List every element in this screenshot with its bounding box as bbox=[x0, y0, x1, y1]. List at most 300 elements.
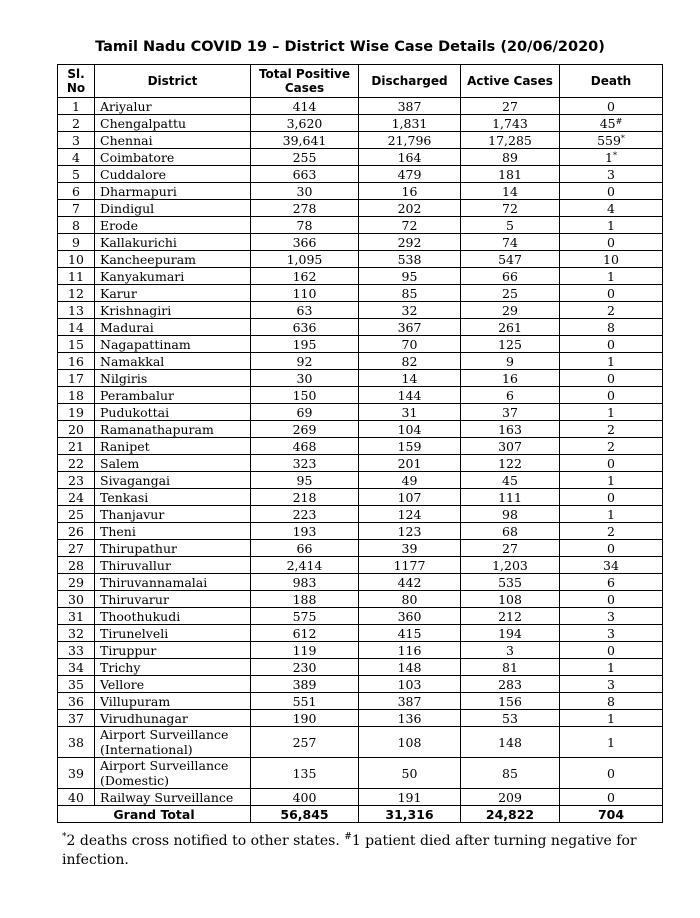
table-row bbox=[58, 200, 663, 217]
cell-sl-no bbox=[58, 727, 95, 758]
grand-total-positive: 56,845 bbox=[251, 806, 359, 823]
cell-discharged-value: 479 bbox=[397, 166, 422, 182]
cell-total-positive-value: 193 bbox=[292, 523, 317, 539]
cell-death-value: 0 bbox=[607, 336, 615, 352]
cell-total-positive bbox=[251, 370, 359, 387]
cell-death-value: 0 bbox=[607, 540, 615, 556]
cell-discharged bbox=[359, 200, 461, 217]
cell-death bbox=[560, 642, 663, 659]
cell-active-value: 108 bbox=[498, 591, 522, 607]
cell-death-value: 0 bbox=[607, 370, 615, 386]
cell-district bbox=[95, 489, 251, 506]
cell-sl-no-value: 20 bbox=[68, 421, 84, 437]
cell-discharged-value: 144 bbox=[397, 387, 422, 403]
cell-district-value: Tiruppur bbox=[100, 642, 157, 658]
cell-sl-no-value: 3 bbox=[72, 132, 80, 148]
cell-death bbox=[560, 693, 663, 710]
cell-district bbox=[95, 608, 251, 625]
cell-sl-no bbox=[58, 693, 95, 710]
cell-sl-no-value: 25 bbox=[68, 506, 84, 522]
cell-discharged bbox=[359, 676, 461, 693]
cell-sl-no bbox=[58, 353, 95, 370]
cell-death bbox=[560, 574, 663, 591]
cell-district bbox=[95, 758, 251, 789]
cell-total-positive bbox=[251, 523, 359, 540]
cell-discharged bbox=[359, 625, 461, 642]
cell-death-value: 1 bbox=[607, 659, 615, 675]
cell-death bbox=[560, 370, 663, 387]
footnote-text-2: 1 patient died after turning negative for infection. bbox=[62, 833, 637, 868]
cell-active bbox=[461, 557, 560, 574]
cell-total-positive bbox=[251, 336, 359, 353]
cell-total-positive bbox=[251, 166, 359, 183]
cell-sl-no-value: 9 bbox=[72, 234, 80, 250]
cell-sl-no-value: 21 bbox=[68, 438, 84, 454]
district-case-table bbox=[57, 64, 663, 823]
cell-death bbox=[560, 608, 663, 625]
cell-discharged-value: 136 bbox=[397, 710, 422, 726]
cell-total-positive-value: 230 bbox=[292, 659, 317, 675]
table-row bbox=[58, 727, 663, 758]
cell-death bbox=[560, 319, 663, 336]
table-row bbox=[58, 336, 663, 353]
cell-total-positive bbox=[251, 319, 359, 336]
cell-discharged-value: 415 bbox=[397, 625, 422, 641]
cell-discharged-value: 164 bbox=[397, 149, 422, 165]
cell-death bbox=[560, 489, 663, 506]
cell-active bbox=[461, 370, 560, 387]
cell-sl-no-value: 24 bbox=[68, 489, 84, 505]
cell-active bbox=[461, 625, 560, 642]
cell-discharged bbox=[359, 659, 461, 676]
cell-total-positive bbox=[251, 98, 359, 115]
cell-death bbox=[560, 727, 663, 758]
cell-death bbox=[560, 115, 663, 132]
cell-active-value: 66 bbox=[502, 268, 518, 284]
header-sl-line2: No bbox=[66, 81, 86, 95]
cell-district bbox=[95, 370, 251, 387]
cell-active bbox=[461, 727, 560, 758]
cell-death-value: 1 bbox=[607, 734, 615, 750]
cell-sl-no-value: 22 bbox=[68, 455, 84, 471]
cell-death-value: 2 bbox=[607, 421, 615, 437]
cell-total-positive bbox=[251, 676, 359, 693]
cell-total-positive bbox=[251, 268, 359, 285]
grand-total-death: 704 bbox=[560, 806, 663, 823]
cell-sl-no-value: 27 bbox=[68, 540, 84, 556]
cell-active bbox=[461, 710, 560, 727]
cell-active bbox=[461, 693, 560, 710]
cell-discharged-value: 21,796 bbox=[387, 132, 432, 148]
cell-active-value: 163 bbox=[498, 421, 522, 437]
cell-death bbox=[560, 200, 663, 217]
cell-district-value: Namakkal bbox=[100, 353, 165, 369]
cell-death bbox=[560, 591, 663, 608]
cell-sl-no bbox=[58, 370, 95, 387]
cell-death bbox=[560, 268, 663, 285]
cell-sl-no-value: 37 bbox=[68, 710, 84, 726]
cell-district-value: Thiruvannamalai bbox=[100, 574, 208, 590]
cell-sl-no-value: 30 bbox=[68, 591, 84, 607]
cell-district-value: Kanyakumari bbox=[100, 268, 185, 284]
cell-total-positive bbox=[251, 217, 359, 234]
cell-death-value: 0 bbox=[607, 285, 615, 301]
cell-death bbox=[560, 217, 663, 234]
cell-discharged bbox=[359, 268, 461, 285]
cell-total-positive-value: 1,095 bbox=[286, 251, 323, 267]
cell-sl-no bbox=[58, 183, 95, 200]
cell-discharged-value: 123 bbox=[397, 523, 422, 539]
cell-discharged bbox=[359, 523, 461, 540]
cell-discharged bbox=[359, 489, 461, 506]
cell-discharged-value: 32 bbox=[401, 302, 418, 318]
footnote-text-1: 2 deaths cross notified to other states. bbox=[66, 833, 345, 849]
cell-total-positive-value: 255 bbox=[292, 149, 317, 165]
cell-active-value: 181 bbox=[498, 166, 522, 182]
cell-total-positive bbox=[251, 234, 359, 251]
table-row bbox=[58, 251, 663, 268]
cell-active-value: 125 bbox=[498, 336, 522, 352]
cell-sl-no bbox=[58, 506, 95, 523]
cell-death-value: 3 bbox=[607, 676, 615, 692]
table-row bbox=[58, 285, 663, 302]
cell-active bbox=[461, 268, 560, 285]
cell-district bbox=[95, 710, 251, 727]
cell-discharged-value: 202 bbox=[397, 200, 422, 216]
cell-discharged-value: 103 bbox=[397, 676, 422, 692]
cell-discharged bbox=[359, 608, 461, 625]
cell-total-positive-value: 983 bbox=[292, 574, 317, 590]
cell-death-value: 2 bbox=[607, 302, 615, 318]
footnote-mark-asterisk: * bbox=[62, 832, 67, 842]
cell-district-value: Chennai bbox=[100, 132, 153, 148]
cell-sl-no-value: 5 bbox=[72, 166, 80, 182]
cell-active-value: 156 bbox=[498, 693, 522, 709]
cell-death-value: 1 bbox=[607, 506, 615, 522]
cell-district-value: Railway Surveillance bbox=[100, 789, 234, 805]
cell-sl-no-value: 26 bbox=[68, 523, 84, 539]
cell-district bbox=[95, 251, 251, 268]
table-row bbox=[58, 132, 663, 149]
cell-death-value: 3 bbox=[607, 166, 615, 182]
header-row bbox=[58, 65, 663, 98]
cell-total-positive bbox=[251, 438, 359, 455]
death-footnote-mark: * bbox=[612, 150, 617, 160]
cell-discharged bbox=[359, 370, 461, 387]
cell-total-positive bbox=[251, 115, 359, 132]
cell-district-value: Trichy bbox=[100, 659, 141, 675]
table-row bbox=[58, 710, 663, 727]
cell-active bbox=[461, 336, 560, 353]
table-row bbox=[58, 455, 663, 472]
cell-sl-no-value: 23 bbox=[68, 472, 84, 488]
cell-death-value: 0 bbox=[607, 489, 615, 505]
cell-discharged-value: 14 bbox=[401, 370, 418, 386]
cell-sl-no-value: 1 bbox=[72, 98, 80, 114]
cell-active-value: 27 bbox=[502, 540, 518, 556]
cell-district-value: Kancheepuram bbox=[100, 251, 197, 267]
cell-active-value: 68 bbox=[502, 523, 518, 539]
cell-district bbox=[95, 217, 251, 234]
cell-sl-no bbox=[58, 421, 95, 438]
cell-district bbox=[95, 200, 251, 217]
table-row bbox=[58, 693, 663, 710]
cell-death-value: 1 bbox=[607, 353, 615, 369]
cell-sl-no bbox=[58, 591, 95, 608]
cell-active-value: 25 bbox=[502, 285, 518, 301]
cell-district-value: Karur bbox=[100, 285, 137, 301]
cell-discharged bbox=[359, 285, 461, 302]
cell-total-positive bbox=[251, 789, 359, 806]
cell-sl-no-value: 6 bbox=[72, 183, 80, 199]
cell-total-positive-value: 323 bbox=[292, 455, 317, 471]
cell-total-positive-value: 223 bbox=[292, 506, 317, 522]
table-row bbox=[58, 149, 663, 166]
cell-active-value: 535 bbox=[498, 574, 522, 590]
table-row bbox=[58, 438, 663, 455]
cell-discharged bbox=[359, 758, 461, 789]
grand-total-active: 24,822 bbox=[461, 806, 560, 823]
cell-death-value: 1 bbox=[607, 404, 615, 420]
footnote-mark-hash: # bbox=[344, 832, 352, 842]
table-row bbox=[58, 421, 663, 438]
cell-sl-no bbox=[58, 166, 95, 183]
cell-total-positive bbox=[251, 540, 359, 557]
cell-total-positive bbox=[251, 727, 359, 758]
cell-active-value: 89 bbox=[502, 149, 518, 165]
cell-total-positive-value: 78 bbox=[296, 217, 313, 233]
table-row bbox=[58, 98, 663, 115]
cell-active-value: 14 bbox=[502, 183, 518, 199]
cell-sl-no bbox=[58, 659, 95, 676]
cell-active bbox=[461, 421, 560, 438]
cell-death bbox=[560, 758, 663, 789]
cell-active-value: 16 bbox=[502, 370, 518, 386]
cell-sl-no bbox=[58, 758, 95, 789]
cell-death-value: 0 bbox=[607, 183, 615, 199]
cell-sl-no-value: 11 bbox=[68, 268, 84, 284]
cell-active bbox=[461, 149, 560, 166]
cell-discharged bbox=[359, 115, 461, 132]
cell-discharged bbox=[359, 642, 461, 659]
cell-sl-no-value: 8 bbox=[72, 217, 80, 233]
cell-sl-no bbox=[58, 523, 95, 540]
cell-sl-no bbox=[58, 489, 95, 506]
cell-death bbox=[560, 149, 663, 166]
cell-total-positive-value: 468 bbox=[292, 438, 317, 454]
cell-active bbox=[461, 642, 560, 659]
cell-active-value: 17,285 bbox=[488, 132, 532, 148]
cell-sl-no-value: 34 bbox=[68, 659, 84, 675]
table-row bbox=[58, 642, 663, 659]
cell-death bbox=[560, 789, 663, 806]
cell-active bbox=[461, 523, 560, 540]
cell-death-value: 34 bbox=[603, 557, 619, 573]
table-row bbox=[58, 472, 663, 489]
cell-sl-no bbox=[58, 625, 95, 642]
cell-death-value: 8 bbox=[607, 319, 615, 335]
cell-death bbox=[560, 132, 663, 149]
cell-discharged bbox=[359, 404, 461, 421]
cell-sl-no-value: 7 bbox=[72, 200, 80, 216]
cell-death bbox=[560, 285, 663, 302]
cell-discharged bbox=[359, 166, 461, 183]
cell-discharged-value: 104 bbox=[397, 421, 422, 437]
cell-total-positive-value: 575 bbox=[292, 608, 317, 624]
cell-sl-no-value: 29 bbox=[68, 574, 84, 590]
cell-active-value: 74 bbox=[502, 234, 518, 250]
header-discharged: Discharged bbox=[359, 65, 461, 98]
cell-total-positive-value: 162 bbox=[292, 268, 317, 284]
table-row bbox=[58, 608, 663, 625]
cell-total-positive-value: 92 bbox=[296, 353, 313, 369]
table-row bbox=[58, 591, 663, 608]
cell-total-positive bbox=[251, 758, 359, 789]
cell-discharged-value: 107 bbox=[397, 489, 422, 505]
cell-discharged bbox=[359, 574, 461, 591]
cell-district-value: Krishnagiri bbox=[100, 302, 172, 318]
cell-discharged-value: 191 bbox=[397, 789, 422, 805]
cell-sl-no-value: 12 bbox=[68, 285, 84, 301]
cell-discharged-value: 116 bbox=[397, 642, 422, 658]
cell-total-positive-value: 366 bbox=[292, 234, 317, 250]
cell-sl-no bbox=[58, 149, 95, 166]
cell-district-value: Sivagangai bbox=[100, 472, 171, 488]
cell-active-value: 53 bbox=[502, 710, 518, 726]
cell-death bbox=[560, 472, 663, 489]
cell-death-value: 10 bbox=[603, 251, 619, 267]
cell-total-positive-value: 612 bbox=[292, 625, 317, 641]
cell-discharged bbox=[359, 455, 461, 472]
cell-discharged bbox=[359, 540, 461, 557]
cell-death bbox=[560, 625, 663, 642]
cell-district bbox=[95, 625, 251, 642]
cell-sl-no-value: 10 bbox=[68, 251, 84, 267]
cell-sl-no bbox=[58, 132, 95, 149]
table-row bbox=[58, 353, 663, 370]
cell-discharged bbox=[359, 98, 461, 115]
cell-sl-no-value: 15 bbox=[68, 336, 84, 352]
cell-discharged bbox=[359, 387, 461, 404]
cell-discharged bbox=[359, 693, 461, 710]
cell-sl-no bbox=[58, 200, 95, 217]
cell-death-value: 0 bbox=[607, 591, 615, 607]
cell-district bbox=[95, 574, 251, 591]
cell-active bbox=[461, 789, 560, 806]
cell-district-value: Thiruvarur bbox=[100, 591, 169, 607]
cell-death bbox=[560, 659, 663, 676]
cell-sl-no-value: 38 bbox=[68, 734, 84, 750]
cell-sl-no-value: 32 bbox=[68, 625, 84, 641]
cell-death-value: 2 bbox=[607, 438, 615, 454]
table-row bbox=[58, 789, 663, 806]
cell-total-positive-value: 69 bbox=[296, 404, 313, 420]
cell-total-positive bbox=[251, 132, 359, 149]
cell-active bbox=[461, 353, 560, 370]
cell-discharged-value: 82 bbox=[401, 353, 418, 369]
cell-sl-no bbox=[58, 217, 95, 234]
cell-discharged bbox=[359, 353, 461, 370]
cell-death bbox=[560, 251, 663, 268]
cell-sl-no-value: 36 bbox=[68, 693, 84, 709]
cell-death-value: 0 bbox=[607, 765, 615, 781]
cell-total-positive-value: 218 bbox=[292, 489, 317, 505]
cell-discharged-value: 159 bbox=[397, 438, 422, 454]
cell-district-value: Kallakurichi bbox=[100, 234, 177, 250]
cell-sl-no bbox=[58, 336, 95, 353]
cell-active bbox=[461, 387, 560, 404]
cell-death-value: 0 bbox=[607, 455, 615, 471]
cell-total-positive-value: 551 bbox=[292, 693, 317, 709]
cell-district-value: Thoothukudi bbox=[100, 608, 181, 624]
cell-total-positive bbox=[251, 659, 359, 676]
cell-active-value: 194 bbox=[498, 625, 522, 641]
death-footnote-mark: * bbox=[620, 133, 625, 143]
footnote bbox=[62, 832, 652, 870]
cell-death-value: 0 bbox=[607, 234, 615, 250]
cell-active bbox=[461, 659, 560, 676]
cell-total-positive-value: 190 bbox=[292, 710, 317, 726]
cell-sl-no-value: 33 bbox=[68, 642, 84, 658]
cell-total-positive bbox=[251, 302, 359, 319]
cell-active-value: 547 bbox=[498, 251, 522, 267]
table-row bbox=[58, 404, 663, 421]
cell-discharged-value: 72 bbox=[401, 217, 418, 233]
cell-district bbox=[95, 234, 251, 251]
cell-death bbox=[560, 183, 663, 200]
cell-discharged-value: 95 bbox=[401, 268, 418, 284]
cell-district bbox=[95, 421, 251, 438]
cell-active-value: 1,203 bbox=[492, 557, 528, 573]
cell-total-positive-value: 269 bbox=[292, 421, 317, 437]
cell-discharged-value: 31 bbox=[401, 404, 418, 420]
cell-death bbox=[560, 336, 663, 353]
cell-total-positive bbox=[251, 200, 359, 217]
cell-death bbox=[560, 506, 663, 523]
cell-district-value: Airport Surveillance (International) bbox=[100, 727, 229, 757]
cell-discharged bbox=[359, 217, 461, 234]
cell-discharged-value: 201 bbox=[397, 455, 422, 471]
cell-district-value: Pudukottai bbox=[100, 404, 170, 420]
table-body bbox=[58, 98, 663, 806]
cell-total-positive-value: 119 bbox=[292, 642, 317, 658]
cell-sl-no bbox=[58, 115, 95, 132]
cell-district-value: Nilgiris bbox=[100, 370, 148, 386]
cell-district bbox=[95, 676, 251, 693]
cell-death bbox=[560, 540, 663, 557]
cell-discharged-value: 39 bbox=[401, 540, 418, 556]
cell-discharged bbox=[359, 183, 461, 200]
cell-discharged bbox=[359, 557, 461, 574]
cell-district-value: Thirupathur bbox=[100, 540, 177, 556]
cell-discharged-value: 85 bbox=[401, 285, 418, 301]
cell-death-value: 0 bbox=[607, 98, 615, 114]
cell-total-positive-value: 135 bbox=[292, 765, 317, 781]
cell-district bbox=[95, 455, 251, 472]
cell-sl-no-value: 18 bbox=[68, 387, 84, 403]
cell-district bbox=[95, 404, 251, 421]
cell-district-value: Ariyalur bbox=[100, 98, 152, 114]
cell-active bbox=[461, 540, 560, 557]
cell-death bbox=[560, 710, 663, 727]
cell-district bbox=[95, 132, 251, 149]
grand-total-discharged: 31,316 bbox=[359, 806, 461, 823]
cell-sl-no-value: 19 bbox=[68, 404, 84, 420]
cell-total-positive-value: 63 bbox=[296, 302, 313, 318]
cell-district-value: Airport Surveillance (Domestic) bbox=[100, 758, 229, 788]
cell-district-value: Ranipet bbox=[100, 438, 150, 454]
cell-active-value: 27 bbox=[502, 98, 518, 114]
